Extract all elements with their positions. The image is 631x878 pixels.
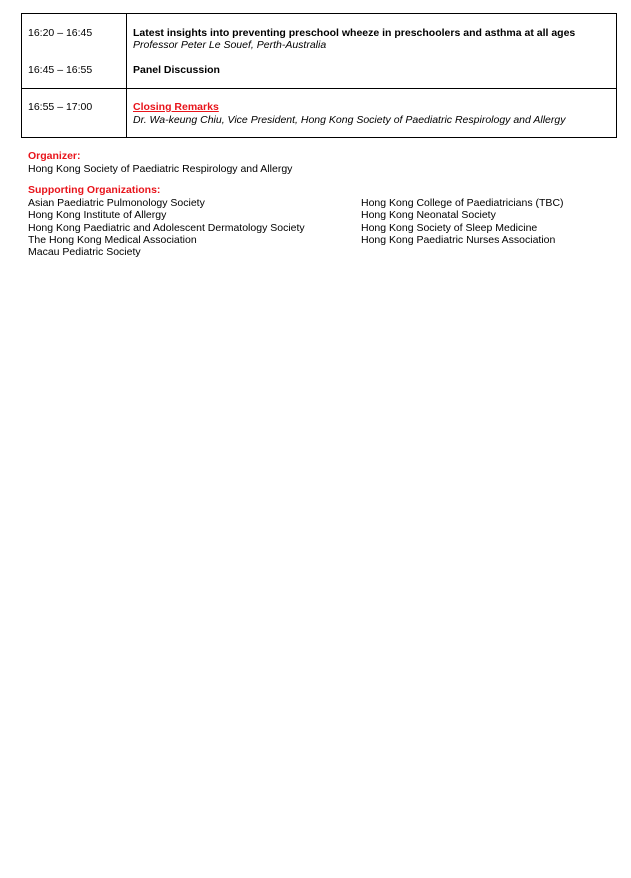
supporting-heading: Supporting Organizations: bbox=[28, 184, 161, 196]
supporting-org: The Hong Kong Medical Association bbox=[28, 234, 197, 246]
schedule-block bbox=[22, 14, 616, 89]
supporting-org: Hong Kong Society of Sleep Medicine bbox=[361, 222, 538, 234]
supporting-org: Hong Kong Paediatric and Adolescent Dermatology Society bbox=[28, 222, 305, 234]
content-column bbox=[127, 14, 616, 88]
session-speaker: Professor Peter Le Souef, Perth-Australia bbox=[133, 39, 327, 51]
session-speaker: Dr. Wa-keung Chiu, Vice President, Hong Kong Society of Paediatric Respirology and Allergy bbox=[133, 114, 566, 126]
session-title: Panel Discussion bbox=[133, 64, 220, 76]
closing-remarks-link[interactable]: Closing Remarks bbox=[133, 101, 219, 113]
organizer-heading: Organizer: bbox=[28, 150, 81, 162]
time-slot: 16:45 – 16:55 bbox=[28, 64, 93, 76]
organizer-name: Hong Kong Society of Paediatric Respirology and Allergy bbox=[28, 163, 293, 175]
supporting-org: Hong Kong Institute of Allergy bbox=[28, 209, 167, 221]
time-slot: 16:20 – 16:45 bbox=[28, 27, 93, 39]
supporting-org: Hong Kong Paediatric Nurses Association bbox=[361, 234, 556, 246]
content-column bbox=[127, 89, 616, 137]
supporting-org: Asian Paediatric Pulmonology Society bbox=[28, 197, 205, 209]
supporting-org: Hong Kong College of Paediatricians (TBC) bbox=[361, 197, 564, 209]
time-slot: 16:55 – 17:00 bbox=[28, 101, 93, 113]
time-column bbox=[22, 14, 127, 88]
time-column bbox=[22, 89, 127, 137]
schedule-table bbox=[21, 13, 617, 138]
session-title: Latest insights into preventing preschool wheeze in preschoolers and asthma at all ages bbox=[133, 27, 576, 39]
schedule-block bbox=[22, 89, 616, 137]
supporting-org: Macau Pediatric Society bbox=[28, 246, 141, 258]
supporting-org: Hong Kong Neonatal Society bbox=[361, 209, 496, 221]
